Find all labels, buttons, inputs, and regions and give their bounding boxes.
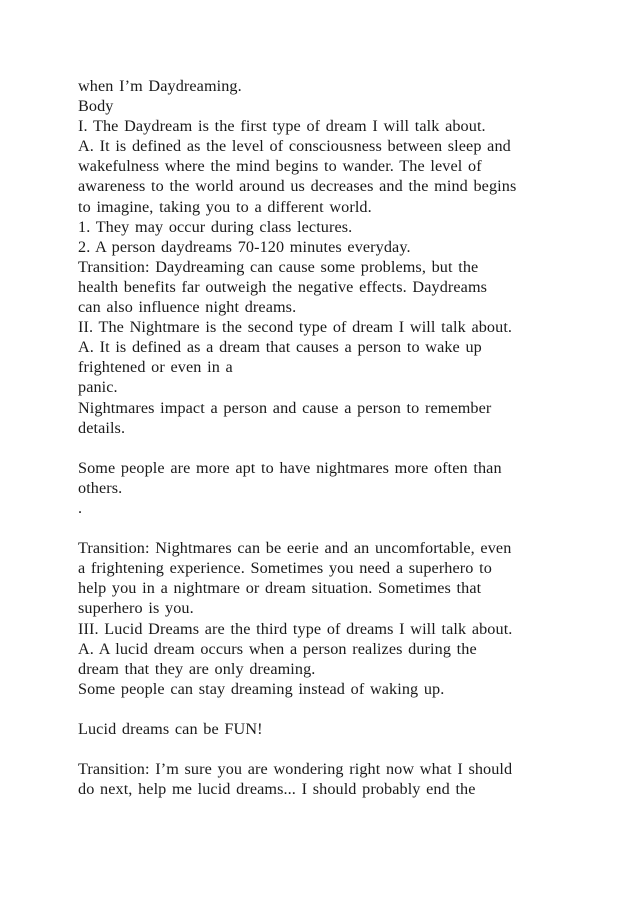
text-line: . bbox=[78, 498, 83, 517]
document-body bbox=[78, 76, 578, 799]
blank-line bbox=[78, 699, 578, 719]
text-line: superhero is you. bbox=[78, 599, 194, 618]
text-line: to imagine, taking you to a different world. bbox=[78, 197, 372, 216]
text-line: frightened or even in a bbox=[78, 358, 233, 377]
text-line: Transition: Daydreaming can cause some problems, but the bbox=[78, 257, 479, 276]
text-line: help you in a nightmare or dream situation. Sometimes that bbox=[78, 579, 482, 598]
text-line: others. bbox=[78, 478, 123, 497]
text-line: details. bbox=[78, 418, 126, 437]
text-line: 1. They may occur during class lectures. bbox=[78, 217, 353, 236]
blank-line bbox=[78, 438, 578, 458]
text-line: Lucid dreams can be FUN! bbox=[78, 720, 263, 738]
text-line: when I’m Daydreaming. bbox=[78, 77, 242, 95]
text-line: III. Lucid Dreams are the third type of dreams I will talk about. bbox=[78, 619, 513, 638]
text-line: can also influence night dreams. bbox=[78, 298, 297, 317]
text-line: A. A lucid dream occurs when a person realizes during the bbox=[78, 639, 477, 658]
text-line: wakefulness where the mind begins to wander. The level of bbox=[78, 157, 482, 176]
text-line: a frightening experience. Sometimes you need a superhero to bbox=[78, 559, 492, 578]
blank-line bbox=[78, 739, 578, 759]
text-line: A. It is defined as the level of consciousness between sleep and bbox=[78, 137, 511, 156]
text-line: II. The Nightmare is the second type of dream I will talk about. bbox=[78, 318, 513, 337]
text-line: A. It is defined as a dream that causes a person to wake up bbox=[78, 338, 482, 357]
section-heading: Body bbox=[78, 97, 114, 116]
text-line: awareness to the world around us decreases and the mind begins bbox=[78, 177, 517, 196]
text-line: Some people are more apt to have nightmares more often than bbox=[78, 458, 502, 477]
text-line: dream that they are only dreaming. bbox=[78, 659, 316, 678]
text-line: health benefits far outweigh the negative effects. Daydreams bbox=[78, 277, 488, 296]
text-line: do next, help me lucid dreams... I should probably end the bbox=[78, 780, 476, 799]
text-line: panic. bbox=[78, 378, 118, 397]
text-line: 2. A person daydreams 70-120 minutes everyday. bbox=[78, 237, 411, 256]
text-line: Some people can stay dreaming instead of waking up. bbox=[78, 679, 445, 698]
text-line: Nightmares impact a person and cause a person to remember bbox=[78, 398, 492, 417]
text-line: Transition: Nightmares can be eerie and an uncomfortable, even bbox=[78, 539, 512, 558]
blank-line bbox=[78, 518, 578, 538]
text-line: I. The Daydream is the first type of dream I will talk about. bbox=[78, 117, 486, 136]
text-line: Transition: I’m sure you are wondering right now what I should bbox=[78, 760, 513, 779]
